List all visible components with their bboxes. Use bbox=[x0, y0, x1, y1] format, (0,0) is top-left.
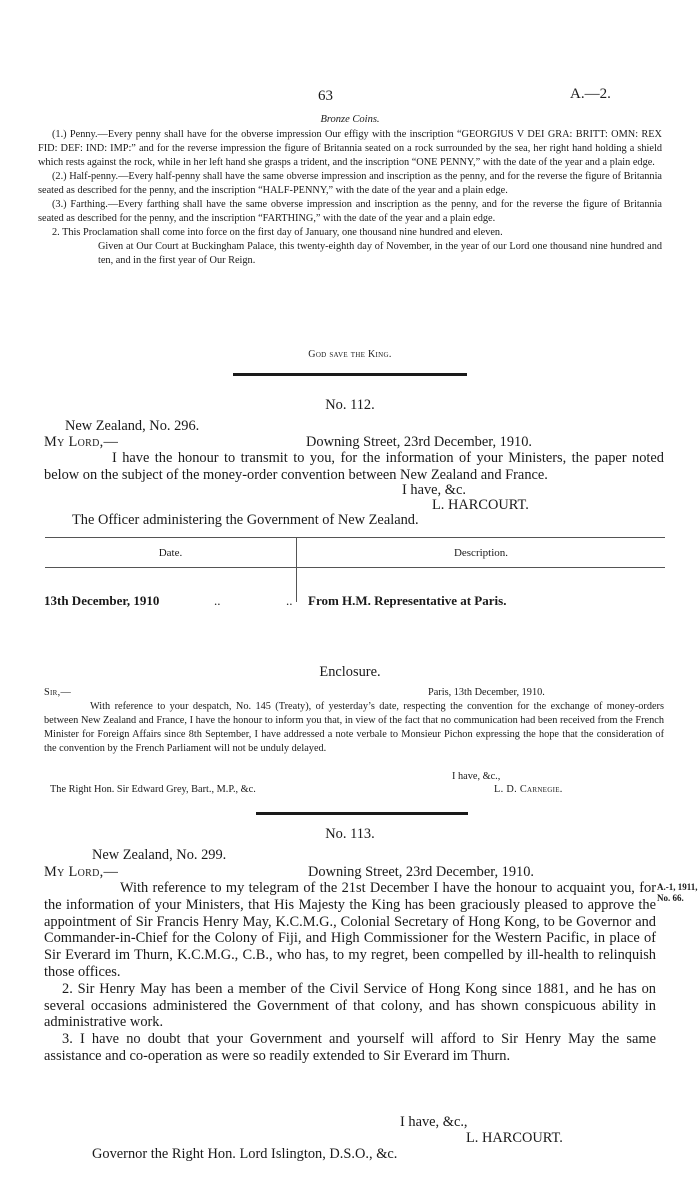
despatch-113-paragraph-1: With reference to my telegram of the 21st December I have the honour to acquaint you, for the information of your Ministers, that His Majesty the King has been graciously pleased to approve the appointment of Sir Francis Henry May, K.C.M.G., Colonial Secretary of Hong Kong, to be Governor and Commander-in-Chief for the Colony of Fiji, and High Commissioner for the Western Pacific, in place of Sir Everard im Thurn, K.C.M.G., C.B., who has, to my regret, been compelled by ill-health to relinquish those offices. bbox=[44, 880, 656, 980]
despatch-113-nz-number: New Zealand, No. 299. bbox=[92, 847, 227, 863]
enclosure-salutation: Sir,— bbox=[44, 687, 72, 698]
despatch-112-address: Downing Street, 23rd December, 1910. bbox=[306, 434, 533, 450]
table-header-date: Date. bbox=[158, 547, 183, 559]
despatch-113-recipient: Governor the Right Hon. Lord Islington, D.S.O., &c. bbox=[92, 1146, 398, 1162]
page-number: 63 bbox=[318, 88, 333, 104]
table-cell-leader-1: .. bbox=[214, 593, 221, 608]
despatch-113-closing: I have, &c., bbox=[400, 1114, 468, 1130]
section-divider-2 bbox=[256, 812, 468, 815]
table-cell-leader-2: .. bbox=[286, 593, 293, 608]
document-reference: A.—2. bbox=[570, 86, 611, 102]
enclosure-place-date: Paris, 13th December, 1910. bbox=[428, 687, 545, 698]
bronze-coins-section bbox=[38, 128, 662, 268]
table-cell-description: From H.M. Representative at Paris. bbox=[308, 593, 507, 608]
enclosure-closing: I have, &c., bbox=[452, 771, 501, 782]
section-divider bbox=[233, 373, 467, 376]
enclosure-addressee: The Right Hon. Sir Edward Grey, Bart., M.P., &c. bbox=[50, 784, 256, 795]
despatch-113-salutation: My Lord,— bbox=[44, 864, 119, 880]
farthing-paragraph: (3.) Farthing.—Every farthing shall have the same obverse impression and inscription as the penny, and for the reverse the figure of Britannia seated as described for the penny, and the inscription “FARTHING,” with the date of the year and a plain edge. bbox=[38, 199, 662, 224]
despatch-112-signature: L. HARCOURT. bbox=[432, 497, 529, 513]
margin-note-reference: A.-1, 1911, bbox=[657, 882, 698, 892]
table-cell-date: 13th December, 1910 bbox=[44, 593, 160, 608]
despatch-113-paragraph-2: 2. Sir Henry May has been a member of the Civil Service of Hong Kong since 1881, and he has on several occasions administered the Government of that colony, and has shown conspicuous ability in administrative work. bbox=[44, 980, 656, 1031]
despatch-112-recipient: The Officer administering the Government of New Zealand. bbox=[72, 512, 419, 528]
half-penny-paragraph: (2.) Half-penny.—Every half-penny shall have the same obverse impression and inscription as the penny, and for the reverse the figure of Britannia seated as described for the penny, and the inscription “HALF-PENNY,” with the date of the year and a plain edge. bbox=[38, 171, 662, 196]
god-save-the-king: God save the King. bbox=[308, 349, 392, 360]
despatch-113-title: No. 113. bbox=[325, 826, 375, 842]
despatch-112-body: I have the honour to transmit to you, for the information of your Ministers, the paper noted below on the subject of the money-order convention between New Zealand and France. bbox=[44, 450, 664, 483]
despatch-113-body bbox=[44, 880, 656, 1065]
enclosure-signature: L. D. Carnegie. bbox=[494, 784, 563, 795]
despatch-112-salutation: My Lord,— bbox=[44, 434, 119, 450]
despatch-112-closing: I have, &c. bbox=[402, 482, 466, 498]
table-header-rule bbox=[45, 567, 665, 568]
despatch-113-paragraph-3: 3. I have no doubt that your Government and yourself will afford to Sir Henry May the same assistance and co-operation as were so readily extended to Sir Everard im Thurn. bbox=[44, 1031, 656, 1064]
penny-paragraph: (1.) Penny.—Every penny shall have for the obverse impression Our effigy with the inscription “GEORGIUS V DEI GRA: BRITT: OMN: REX FID: DEF: IND: IMP:” and for the reverse impression the figure of Britannia seated on a rock surrounded by the sea, her right hand holding a shield which rests against the rock, while in her left hand she grasps a trident, and the inscription “ONE PENNY,” with the date of the year and a plain edge. bbox=[38, 129, 662, 168]
enclosure-title: Enclosure. bbox=[319, 664, 381, 680]
bronze-coins-heading: Bronze Coins. bbox=[320, 114, 380, 125]
despatch-112-title: No. 112. bbox=[325, 397, 375, 413]
margin-note-number: No. 66. bbox=[657, 893, 684, 903]
despatch-113-address: Downing Street, 23rd December, 1910. bbox=[308, 864, 535, 880]
table-header-description: Description. bbox=[453, 547, 509, 559]
despatch-112-nz-number: New Zealand, No. 296. bbox=[65, 418, 200, 434]
despatch-113-signature: L. HARCOURT. bbox=[466, 1130, 563, 1146]
table-top-rule bbox=[45, 537, 665, 538]
enclosure-body: With reference to your despatch, No. 145 (Treaty), of yesterday’s date, respecting the convention for the exchange of money-orders between New Zealand and France, I have the honour to inform you that, in view of the fact that no communication had been received from the French Minister for Foreign Affairs since 8th September, I have addressed a note verbale to Monsieur Pichon expressing the hope that the consideration of the convention by the French Parliament will not be unduly delayed. bbox=[44, 701, 664, 754]
proclamation-paragraph: 2. This Proclamation shall come into force on the first day of January, one thousand nine hundred and eleven. bbox=[52, 227, 503, 238]
given-at-court: Given at Our Court at Buckingham Palace, this twenty-eighth day of November, in the year of our Lord one thousand nine hundred and ten, and in the first year of Our Reign. bbox=[98, 241, 662, 266]
